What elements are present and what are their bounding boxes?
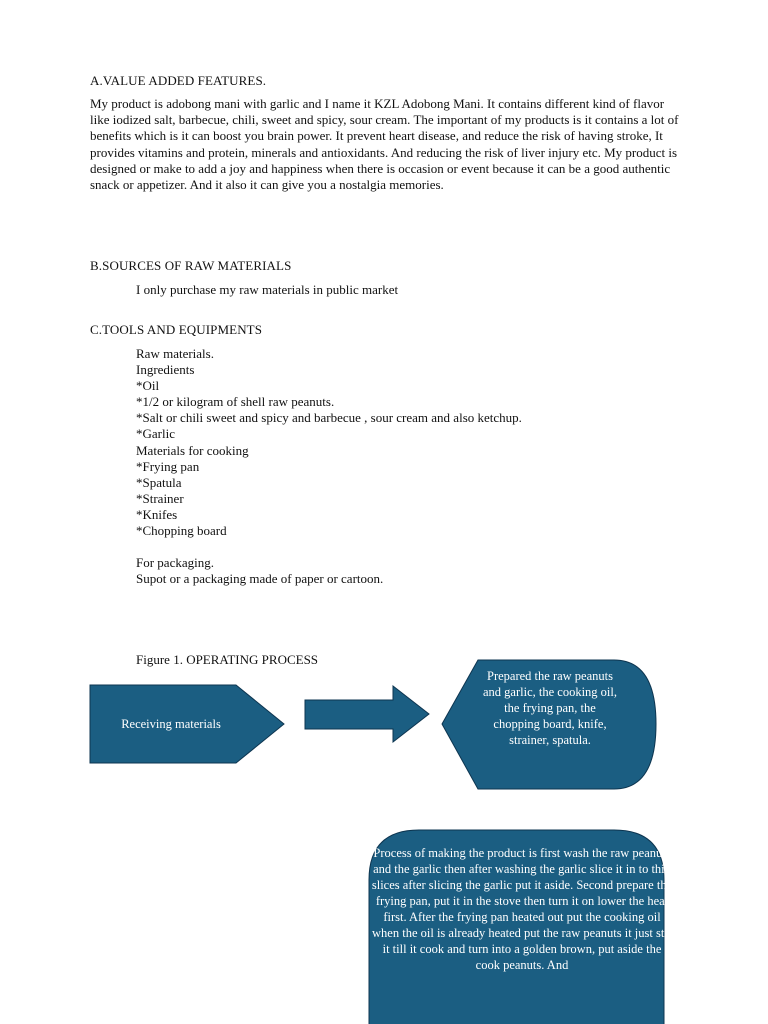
step-1-label: Receiving materials — [121, 717, 221, 731]
list-item: *Garlic — [136, 426, 175, 442]
list-item: For packaging. — [136, 555, 214, 571]
section-b-text: I only purchase my raw materials in public market — [136, 282, 399, 297]
section-c-heading: C.TOOLS AND EQUIPMENTS — [90, 322, 263, 337]
list-item: Raw materials. — [136, 346, 214, 361]
step-2-label: Prepared the raw peanuts and garlic, the cooking oil, the frying pan, the chopping board, knife, strainer, spatula. — [483, 669, 617, 747]
list-item: Ingredients — [136, 362, 195, 378]
list-item: *Spatula — [136, 474, 182, 490]
list-item: *1/2 or kilogram of shell raw peanuts. — [136, 394, 335, 410]
list-item: Supot or a packaging made of paper or cartoon. — [136, 571, 384, 587]
section-a-heading: A.VALUE ADDED FEATURES. — [90, 73, 267, 88]
list-item: *Chopping board — [136, 523, 227, 539]
list-item: *Oil — [136, 378, 160, 394]
list-item: *Strainer — [136, 490, 184, 506]
connector-arrow — [305, 686, 429, 742]
list-item: *Frying pan — [136, 458, 200, 474]
list-item: *Knifes — [136, 506, 178, 522]
list-item: *Salt or chili sweet and spicy and barbecue , sour cream and also ketchup. — [136, 410, 522, 426]
section-b-heading: B.SOURCES OF RAW MATERIALS — [90, 258, 292, 273]
step-3-label: Process of making the product is first wash the raw peanuts and the garlic then after washing the garlic slice it in to thin slices after slicing the garlic put it aside. Second prepare the frying pan, put it in the stove then turn it on lower the heat first. After the frying pan heated out put the cooking oil when the oil is already heated put the raw peanuts it just stir it till it cook and turn into a golden brown, put aside the cook peanuts. And — [371, 846, 673, 972]
figure-caption: Figure 1. OPERATING PROCESS — [136, 652, 319, 667]
list-item: Materials for cooking — [136, 442, 249, 458]
section-a-paragraph: My product is adobong mani with garlic and I name it KZL Adobong Mani. It contains different kind of flavor like iodized salt, barbecue, chili, sweet and spicy, sour cream. The important of my products is it contains a lot of benefits which is it can boost you brain power. It prevent heart disease, and reduce the risk of having stroke, It provides vitamins and protein, minerals and antioxidants. And reducing the risk of liver injury etc. My product is designed or make to add a joy and happiness when there is occasion or event because it can be a good authentic snack or appetizer. And it also it can give you a nostalgia memories. — [90, 96, 679, 193]
